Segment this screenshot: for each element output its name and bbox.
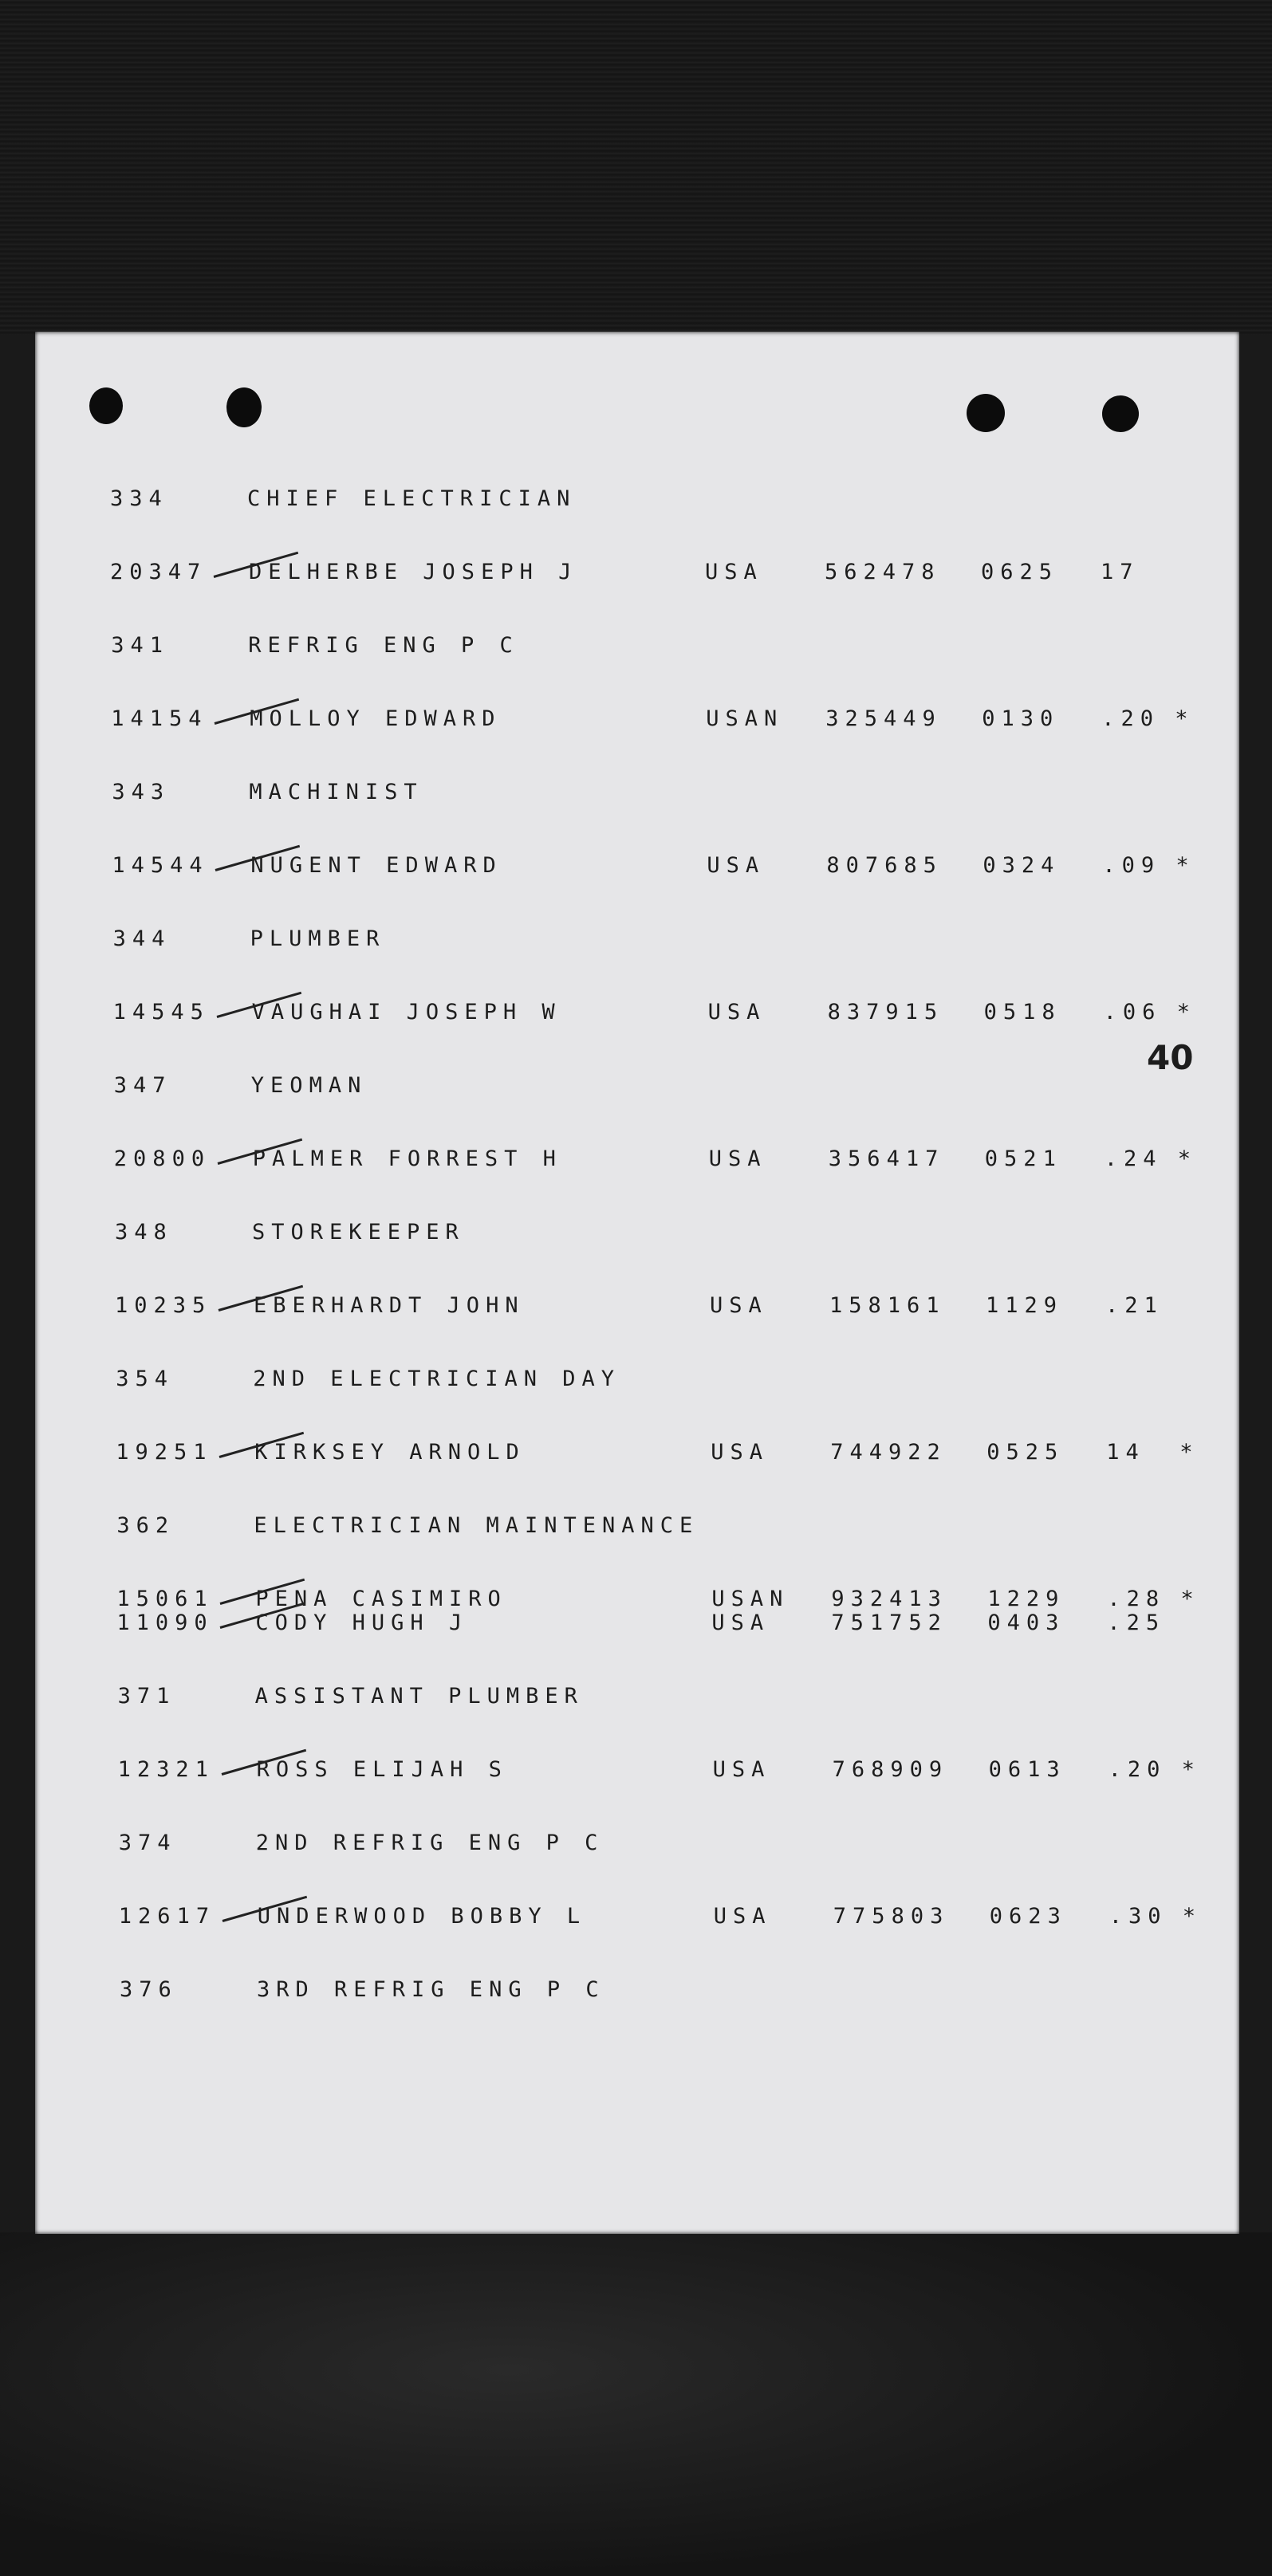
date-code: 0521 [984, 1146, 1062, 1171]
job-code: 341 [111, 633, 169, 658]
date-code: 0613 [988, 1757, 1066, 1782]
date-code: 1229 [987, 1587, 1065, 1611]
employee-name: EBERHARDT JOHN [254, 1293, 525, 1318]
id-number: 325449 [825, 706, 942, 731]
job-code: 343 [112, 780, 171, 804]
date-code: 0130 [982, 706, 1060, 731]
date-code: 0625 [981, 560, 1059, 584]
date-code: 0525 [986, 1440, 1065, 1465]
job-code: 376 [120, 1977, 178, 2002]
star-mark: * [1175, 706, 1195, 731]
nationality: USA [707, 1000, 766, 1025]
section-heading [44, 1831, 1160, 1858]
nationality: USA [711, 1440, 769, 1465]
section-heading [40, 1220, 1156, 1247]
star-mark: * [1179, 1440, 1199, 1465]
job-title: ASSISTANT PLUMBER [254, 1684, 584, 1709]
value: 17 [1101, 560, 1140, 584]
section-heading [35, 486, 1152, 513]
star-mark: * [1176, 1000, 1196, 1025]
value: .20 [1108, 1757, 1167, 1782]
roster-entry [43, 1757, 1199, 1784]
star-mark: * [1176, 853, 1195, 878]
job-title: 2ND ELECTRICIAN DAY [253, 1367, 621, 1391]
employee-number: 14544 [112, 853, 209, 878]
employee-number: 11090 [116, 1610, 214, 1635]
employee-number: 12617 [118, 1904, 216, 1929]
section-heading [38, 926, 1155, 954]
section-heading [39, 1073, 1156, 1100]
punch-hole-3 [967, 394, 1005, 432]
punch-hole-4 [1102, 395, 1139, 432]
job-code: 348 [115, 1220, 173, 1245]
roster-entry [39, 1146, 1198, 1174]
nationality: USAN [711, 1587, 790, 1611]
job-title: MACHINIST [249, 780, 423, 804]
roster-entry [41, 1440, 1197, 1467]
roster-entry [36, 706, 1195, 733]
id-number: 932413 [831, 1587, 947, 1611]
job-title: 2ND REFRIG ENG P C [255, 1831, 604, 1855]
nationality: USA [707, 853, 766, 878]
roster-entry [44, 1904, 1203, 1931]
employee-number: 14545 [112, 1000, 210, 1025]
id-number: 744922 [830, 1440, 947, 1465]
employee-number: 14154 [111, 706, 208, 731]
page-mark: 40 [1147, 1038, 1194, 1077]
job-code: 374 [118, 1831, 177, 1855]
date-code: 0403 [987, 1610, 1065, 1635]
id-number: 562478 [825, 560, 941, 584]
id-number: 768909 [832, 1757, 949, 1782]
employee-number: 10235 [115, 1293, 212, 1318]
employee-number: 15061 [116, 1587, 214, 1611]
nationality: USA [708, 1146, 767, 1171]
id-number: 775803 [833, 1904, 950, 1929]
employee-name: KIRKSEY ARNOLD [254, 1440, 526, 1465]
punch-hole-2 [226, 387, 262, 427]
employee-name: CODY HUGH J [255, 1610, 469, 1635]
employee-name: NUGENT EDWARD [250, 853, 502, 878]
roster-entry [41, 1587, 1198, 1614]
id-number: 158161 [829, 1293, 946, 1318]
section-heading [41, 1513, 1158, 1540]
roster-entry [35, 560, 1191, 587]
nationality: USA [711, 1610, 770, 1635]
document-page [35, 332, 1239, 2234]
section-heading [36, 633, 1152, 660]
employee-number: 20800 [113, 1146, 211, 1171]
scanner-background-top [0, 0, 1272, 335]
employee-name: UNDERWOOD BOBBY L [257, 1904, 587, 1929]
date-code: 0324 [983, 853, 1061, 878]
nationality: USA [712, 1757, 771, 1782]
date-code: 0623 [989, 1904, 1067, 1929]
nationality: USA [710, 1293, 768, 1318]
employee-name: ROSS ELIJAH S [256, 1757, 508, 1782]
star-mark: * [1182, 1904, 1203, 1929]
value: .28 [1107, 1587, 1166, 1611]
employee-name: PALMER FORREST H [252, 1146, 562, 1171]
star-mark: * [1177, 1146, 1198, 1171]
nationality: USA [705, 560, 763, 584]
id-number: 837915 [827, 1000, 944, 1025]
id-number: 356417 [828, 1146, 945, 1171]
employee-number: 12321 [117, 1757, 215, 1782]
job-code: 344 [112, 926, 171, 951]
employee-name: DELHERBE JOSEPH J [249, 560, 578, 584]
employee-name: PENA CASIMIRO [255, 1587, 507, 1611]
job-code: 362 [116, 1513, 175, 1538]
job-title: PLUMBER [250, 926, 386, 951]
job-code: 354 [116, 1367, 174, 1391]
job-title: CHIEF ELECTRICIAN [247, 486, 577, 511]
value: .25 [1107, 1610, 1166, 1635]
punch-hole-1 [89, 387, 123, 424]
roster-entry [41, 1610, 1198, 1638]
roster-entry [37, 853, 1193, 880]
employee-name: VAUGHAI JOSEPH W [251, 1000, 561, 1025]
job-title: REFRIG ENG P C [248, 633, 519, 658]
job-title: ELECTRICIAN MAINTENANCE [254, 1513, 699, 1538]
star-mark: * [1180, 1587, 1200, 1611]
nationality: USA [713, 1904, 772, 1929]
id-number: 751752 [831, 1610, 947, 1635]
value: .06 [1103, 1000, 1162, 1025]
employee-number: 20347 [110, 560, 207, 584]
star-mark: * [1181, 1757, 1201, 1782]
section-heading [41, 1367, 1157, 1394]
job-code: 334 [110, 486, 168, 511]
job-code: 371 [117, 1684, 176, 1709]
scanner-background-bottom [0, 2232, 1272, 2576]
date-code: 1129 [986, 1293, 1064, 1318]
section-heading [43, 1684, 1160, 1711]
id-number: 807685 [826, 853, 943, 878]
employee-name: MOLLOY EDWARD [250, 706, 502, 731]
value: .24 [1104, 1146, 1163, 1171]
job-title: STOREKEEPER [252, 1220, 465, 1245]
value: 14 [1106, 1440, 1145, 1465]
roster-entry [38, 1000, 1195, 1027]
job-title: YEOMAN [250, 1073, 368, 1098]
section-heading [37, 780, 1153, 807]
value: .30 [1109, 1904, 1168, 1929]
nationality: USAN [706, 706, 784, 731]
job-code: 347 [113, 1073, 172, 1098]
employee-number: 19251 [116, 1440, 213, 1465]
value: .09 [1102, 853, 1161, 878]
job-title: 3RD REFRIG ENG P C [257, 1977, 605, 2002]
date-code: 0518 [983, 1000, 1061, 1025]
value: .21 [1105, 1293, 1164, 1318]
section-heading [45, 1977, 1161, 2004]
roster-entry [40, 1293, 1196, 1320]
value: .20 [1101, 706, 1160, 731]
